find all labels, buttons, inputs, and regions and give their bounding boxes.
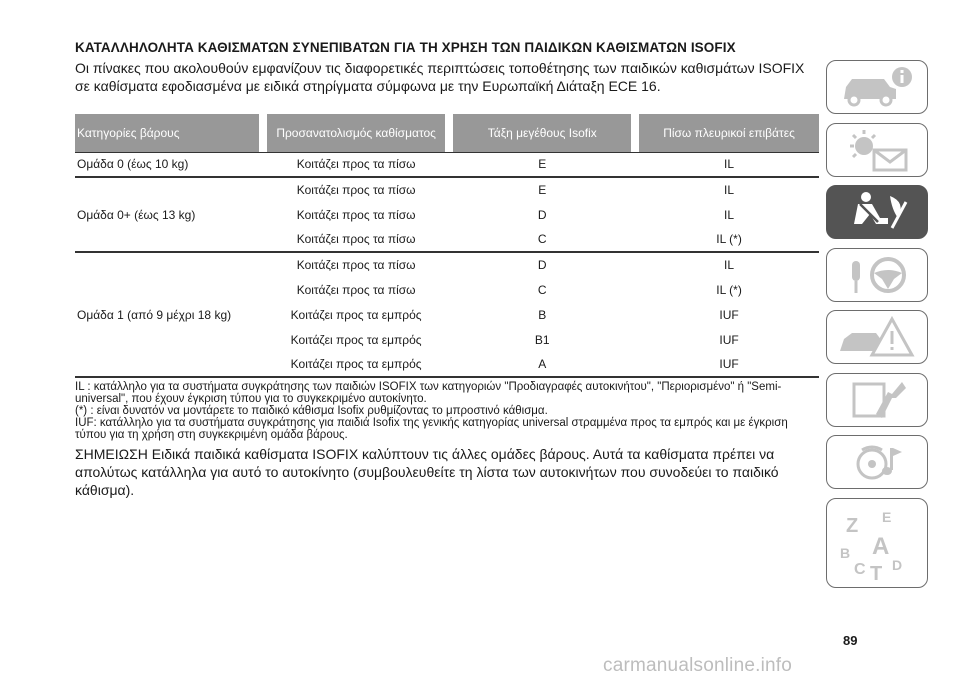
tab-car-info[interactable] bbox=[826, 60, 928, 114]
isofix-table bbox=[75, 114, 819, 378]
weight-group: Ομάδα 1 (από 9 μέχρι 18 kg) bbox=[75, 252, 259, 377]
index-letter: C bbox=[854, 560, 866, 578]
index-letter: Z bbox=[846, 514, 859, 537]
header-orientation: Προσανατολισμός καθίσματος bbox=[267, 114, 446, 152]
seat-cell: IUF bbox=[719, 332, 739, 347]
seat-cell: IL bbox=[724, 183, 735, 197]
emergency-triangle-icon bbox=[832, 313, 922, 361]
size-cell: C bbox=[453, 227, 631, 252]
note-il: IL : κατάλληλο για τα συστήματα συγκράτησης των παιδιών ISOFIX των κατηγοριών "Προδιαγραφές αυτοκινήτου", "Περιορισμένο" ή "Semi-universal", που έχουν έγκριση τύπου για το συγκεκριμένο αυτοκίνητο. bbox=[75, 381, 782, 405]
header-weight-category: Κατηγορίες βάρους bbox=[75, 114, 259, 152]
header-rear-side-passengers: Πίσω πλευρικοί επιβάτες bbox=[639, 114, 819, 152]
page-number: 89 bbox=[843, 633, 858, 648]
orientation-cell: Κοιτάζει προς τα πίσω bbox=[267, 152, 446, 177]
tab-emergency[interactable] bbox=[826, 310, 928, 364]
watermark: carmanualsonline.info bbox=[603, 655, 793, 676]
car-info-icon bbox=[832, 63, 922, 111]
weight-group: Ομάδα 0 (έως 10 kg) bbox=[75, 152, 259, 177]
index-letter: T bbox=[870, 562, 883, 584]
table-row bbox=[75, 177, 819, 202]
size-cell: E bbox=[453, 152, 631, 177]
table-header-row bbox=[75, 114, 819, 152]
orientation-cell: Κοιτάζει προς τα πίσω bbox=[296, 183, 416, 197]
table-row bbox=[75, 252, 819, 277]
orientation-cell: Κοιτάζει προς τα εμπρός bbox=[290, 332, 422, 347]
wrench-maintenance-icon bbox=[832, 376, 922, 424]
index-letter: D bbox=[892, 556, 903, 573]
warning-lights-message-icon bbox=[832, 126, 922, 174]
note-iuf: IUF: κατάλληλο για τα συστήματα συγκράτησης για παιδιά Isofix της γενικής κατηγορίας universal στραμμένα προς τα εμπρός και με έγκριση τύπου για τη χρήση στη συγκεκριμένη ομάδα βάρους. bbox=[75, 417, 788, 441]
size-cell: C bbox=[537, 282, 547, 297]
index-letter: B bbox=[840, 544, 851, 561]
seat-cell: IL bbox=[724, 258, 735, 272]
seat-cell: IL (*) bbox=[639, 227, 819, 252]
header-isofix-size: Τάξη μεγέθους Isofix bbox=[453, 114, 631, 152]
page-content bbox=[75, 40, 819, 499]
seat-cell: IL (*) bbox=[716, 282, 742, 297]
intro-paragraph: Οι πίνακες που ακολουθούν εμφανίζουν τις διαφορετικές περιπτώσεις τοποθέτησης των παιδικών καθισμάτων ISOFIX σε καθίσματα εφοδιασμένα με ειδικά στηρίγματα σύμφωνα με την Ευρωπαϊκή Διάταξη ECE 16. bbox=[75, 60, 805, 94]
table-row bbox=[75, 152, 819, 177]
table-notes bbox=[75, 381, 819, 441]
orientation-cell: Κοιτάζει προς τα πίσω bbox=[267, 227, 446, 252]
orientation-cell: Κοιτάζει προς τα εμπρός bbox=[290, 307, 422, 322]
section-heading: ΚΑΤΑΛΛΗΛΟΛΗΤΑ ΚΑΘΙΣΜΑΤΩΝ ΣΥΝΕΠΙΒΑΤΩΝ ΓΙΑ ΤΗ ΧΡΗΣΗ ΤΩΝ ΠΑΙΔΙΚΩΝ ΚΑΘΙΣΜΑΤΩΝ ISOFIX bbox=[75, 40, 736, 55]
tab-multimedia[interactable] bbox=[826, 435, 928, 489]
seat-cell: IL bbox=[724, 207, 735, 222]
alphabetical-index-icon bbox=[832, 502, 922, 584]
important-note: ΣΗΜΕΙΩΣΗ Ειδικά παιδικά καθίσματα ISOFIX καλύπτουν τις άλλες ομάδες βάρους. Αυτά τα καθίσματα πρέπει να απολύτως κατάλληλα για αυτό το αυτοκίνητο (συμβουλευθείτε τη λίστα των αυτοκινήτων που συνοδεύει το παιδικό κάθισμα). bbox=[75, 446, 779, 498]
tab-warning-lights[interactable] bbox=[826, 123, 928, 177]
orientation-cell: Κοιτάζει προς τα εμπρός bbox=[267, 352, 446, 377]
tab-starting-driving[interactable] bbox=[826, 248, 928, 302]
index-letter: A bbox=[872, 532, 890, 560]
seat-airbag-icon bbox=[832, 188, 922, 236]
size-cell: E bbox=[538, 183, 547, 197]
orientation-cell: Κοιτάζει προς τα πίσω bbox=[296, 258, 416, 272]
multimedia-icon bbox=[832, 438, 922, 486]
size-cell: D bbox=[537, 258, 547, 272]
seat-cell: IL bbox=[639, 152, 819, 177]
chapter-tabs bbox=[826, 60, 928, 596]
weight-group: Ομάδα 0+ (έως 13 kg) bbox=[75, 177, 259, 252]
orientation-cell: Κοιτάζει προς τα πίσω bbox=[296, 282, 416, 297]
key-steering-wheel-icon bbox=[832, 251, 922, 299]
index-letter: E bbox=[882, 508, 892, 525]
tab-index[interactable] bbox=[826, 498, 928, 588]
note-asterisk: (*) : είναι δυνατόν να μοντάρετε το παιδικό κάθισμα Isofix ρυθμίζοντας το μπροστινό κάθισμα. bbox=[75, 405, 548, 417]
size-cell: B1 bbox=[534, 332, 550, 347]
seat-cell: IUF bbox=[639, 352, 819, 377]
size-cell: D bbox=[537, 207, 547, 222]
seat-cell: IUF bbox=[719, 307, 739, 322]
size-cell: A bbox=[453, 352, 631, 377]
tab-maintenance[interactable] bbox=[826, 373, 928, 427]
tab-safety[interactable] bbox=[826, 185, 928, 239]
size-cell: B bbox=[538, 307, 547, 322]
orientation-cell: Κοιτάζει προς τα πίσω bbox=[296, 207, 416, 222]
